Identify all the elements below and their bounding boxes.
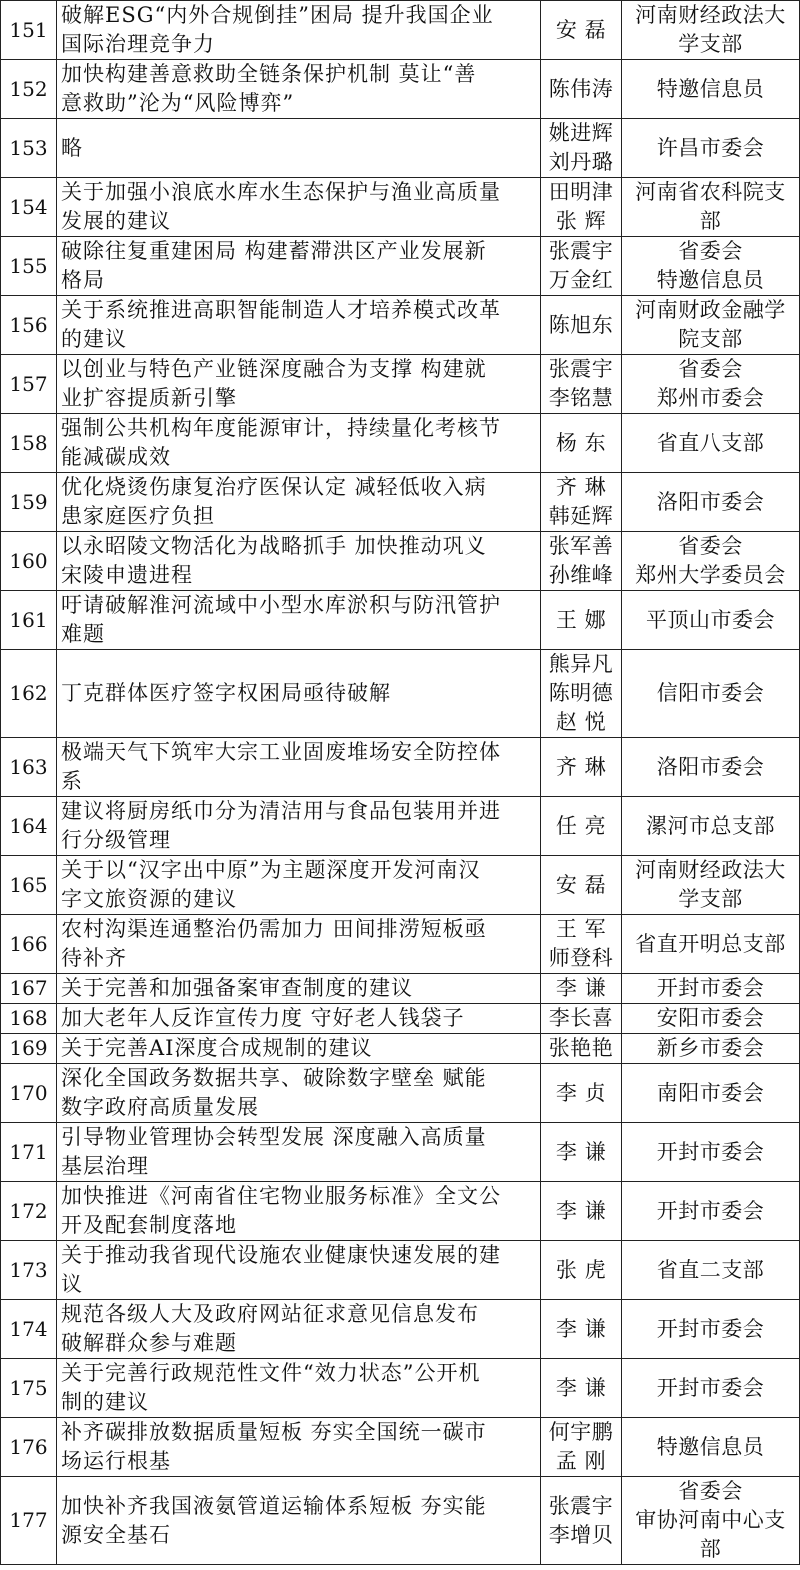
- proposal-title-line: 患家庭医疗负担: [61, 504, 215, 528]
- proposal-unit: [622, 1300, 800, 1359]
- proposal-authors-line: 杨 东: [555, 430, 607, 455]
- proposal-unit-line: 河南财政金融学: [635, 298, 786, 322]
- proposal-title-line: 规范各级人大及政府网站征求意见信息发布: [61, 1302, 479, 1326]
- proposal-authors-line: 田明津: [548, 180, 614, 204]
- row-number: 165: [1, 856, 57, 915]
- proposal-authors: [541, 60, 622, 119]
- proposal-title-line: 关于以“汉字出中原”为主题深度开发河南汉: [61, 858, 481, 882]
- table-row: [1, 1034, 800, 1064]
- proposal-unit-line: 开封市委会: [656, 1198, 765, 1223]
- table-row: [1, 532, 800, 591]
- proposal-title-line: 意救助”沦为“风险博弈”: [61, 91, 295, 115]
- table-row: [1, 915, 800, 974]
- proposal-authors-line: 李长喜: [548, 1006, 614, 1030]
- row-number: 176: [1, 1418, 57, 1477]
- row-number: 177: [1, 1477, 57, 1565]
- proposal-authors-line: 任 亮: [555, 813, 607, 838]
- proposal-unit-line: 学支部: [678, 887, 743, 911]
- proposal-unit-line: 审协河南中心支: [635, 1508, 786, 1532]
- table-row: [1, 1064, 800, 1123]
- proposal-title: [57, 178, 541, 237]
- proposal-authors-line: 姚进辉: [548, 121, 614, 145]
- proposal-title-line: 丁克群体医疗签字权困局亟待破解: [61, 681, 391, 705]
- proposal-title-line: 加快推进《河南省住宅物业服务标准》全文公: [61, 1184, 501, 1208]
- proposal-authors-line: 韩延辉: [548, 504, 614, 528]
- proposal-authors-line: 安 磊: [555, 872, 607, 897]
- proposal-unit-line: 南阳市委会: [656, 1080, 765, 1105]
- proposal-authors: [541, 178, 622, 237]
- proposal-title-line: 加大老年人反诈宣传力度 守好老人钱袋子: [61, 1006, 465, 1030]
- row-number: 172: [1, 1182, 57, 1241]
- row-number: 169: [1, 1034, 57, 1064]
- proposal-title: [57, 974, 541, 1004]
- proposal-authors: [541, 1418, 622, 1477]
- proposal-unit: [622, 856, 800, 915]
- proposal-title: [57, 1241, 541, 1300]
- proposal-title-line: 能减碳成效: [61, 445, 171, 469]
- proposal-unit: [622, 1182, 800, 1241]
- proposal-title-line: 以创业与特色产业链深度融合为支撑 构建就: [61, 357, 487, 381]
- row-number: 170: [1, 1064, 57, 1123]
- row-number: 153: [1, 119, 57, 178]
- proposal-authors-line: 李铭慧: [548, 386, 614, 410]
- proposal-title-line: 难题: [61, 622, 105, 646]
- proposal-unit: [622, 1359, 800, 1418]
- proposal-authors-line: 李 贞: [555, 1080, 607, 1105]
- proposal-title: [57, 1300, 541, 1359]
- row-number: 163: [1, 738, 57, 797]
- proposal-title: [57, 119, 541, 178]
- proposal-title-line: 强制公共机构年度能源审计，持续量化考核节: [61, 416, 501, 440]
- proposal-authors-line: 齐 琳: [555, 754, 607, 779]
- row-number: 160: [1, 532, 57, 591]
- proposal-unit: [622, 650, 800, 738]
- proposal-title: [57, 650, 541, 738]
- table-row: [1, 1182, 800, 1241]
- proposal-authors: [541, 237, 622, 296]
- proposal-title-line: 建议将厨房纸巾分为清洁用与食品包装用并进: [61, 799, 501, 823]
- proposal-unit-line: 洛阳市委会: [656, 754, 765, 779]
- proposal-authors: [541, 797, 622, 856]
- proposal-authors: [541, 119, 622, 178]
- proposal-unit: [622, 296, 800, 355]
- proposal-unit: [622, 1241, 800, 1300]
- proposal-authors: [541, 473, 622, 532]
- proposal-unit: [622, 1034, 800, 1064]
- proposal-authors: [541, 532, 622, 591]
- row-number: 155: [1, 237, 57, 296]
- proposal-authors-line: 李 谦: [555, 1316, 607, 1341]
- proposal-unit: [622, 178, 800, 237]
- row-number: 171: [1, 1123, 57, 1182]
- proposal-unit-line: 部: [699, 209, 722, 233]
- proposal-authors-line: 张艳艳: [548, 1036, 614, 1060]
- row-number: 164: [1, 797, 57, 856]
- proposal-authors: [541, 414, 622, 473]
- table-row: [1, 473, 800, 532]
- proposal-authors: [541, 1123, 622, 1182]
- proposal-title: [57, 1182, 541, 1241]
- proposal-title: [57, 414, 541, 473]
- proposal-unit-line: 特邀信息员: [656, 268, 765, 292]
- table-row: [1, 119, 800, 178]
- proposal-title-line: 开及配套制度落地: [61, 1213, 237, 1237]
- proposal-unit-line: 许昌市委会: [656, 135, 765, 160]
- proposal-authors: [541, 296, 622, 355]
- proposal-authors: [541, 1241, 622, 1300]
- proposal-authors-line: 张震宇: [548, 239, 614, 263]
- proposal-authors: [541, 1477, 622, 1565]
- table-row: [1, 1300, 800, 1359]
- proposal-unit: [622, 1418, 800, 1477]
- table-row: [1, 60, 800, 119]
- proposal-unit-line: 安阳市委会: [656, 1006, 765, 1030]
- row-number: 168: [1, 1004, 57, 1034]
- proposal-authors-line: 李 谦: [555, 1139, 607, 1164]
- table-row: [1, 1004, 800, 1034]
- proposal-title-line: 关于加强小浪底水库水生态保护与渔业高质量: [61, 180, 501, 204]
- proposal-unit-line: 郑州市委会: [656, 386, 765, 410]
- proposal-title-line: 数字政府高质量发展: [61, 1095, 259, 1119]
- proposal-title-line: 加快补齐我国液氨管道运输体系短板 夯实能: [61, 1493, 487, 1518]
- proposal-authors-line: 张 辉: [555, 209, 607, 233]
- proposal-title: [57, 1418, 541, 1477]
- proposal-unit-line: 开封市委会: [656, 1139, 765, 1164]
- proposal-title: [57, 1123, 541, 1182]
- proposal-authors-line: 赵 悦: [555, 710, 607, 734]
- proposal-title-line: 破解ESG“内外合规倒挂”困局 提升我国企业: [61, 3, 494, 27]
- proposal-unit-line: 河南省农科院支: [635, 180, 786, 204]
- proposal-title-line: 行分级管理: [61, 828, 171, 852]
- proposal-title-line: 系: [61, 769, 83, 793]
- proposal-title: [57, 60, 541, 119]
- proposal-title-line: 关于系统推进高职智能制造人才培养模式改革: [61, 298, 501, 322]
- proposal-unit-line: 特邀信息员: [656, 76, 765, 101]
- proposal-unit-line: 信阳市委会: [656, 681, 765, 705]
- proposal-authors-line: 张震宇: [548, 1493, 614, 1518]
- proposal-authors-line: 王 军: [555, 917, 607, 941]
- proposal-unit-line: 特邀信息员: [656, 1434, 765, 1459]
- proposal-unit-line: 省直开明总支部: [635, 931, 786, 956]
- proposal-authors-line: 孟 刚: [555, 1449, 607, 1473]
- proposal-authors: [541, 1034, 622, 1064]
- table-row: [1, 650, 800, 738]
- proposal-authors-line: 李增贝: [548, 1522, 614, 1547]
- proposal-authors: [541, 1182, 622, 1241]
- proposal-authors-line: 李 谦: [555, 976, 607, 1000]
- proposal-title-line: 源安全基石: [61, 1522, 171, 1547]
- proposal-unit: [622, 355, 800, 414]
- proposal-unit-line: 平顶山市委会: [646, 607, 775, 632]
- proposal-unit: [622, 60, 800, 119]
- proposal-title: [57, 1004, 541, 1034]
- proposal-title-line: 制的建议: [61, 1390, 149, 1414]
- proposal-title-line: 引导物业管理协会转型发展 深度融入高质量: [61, 1125, 487, 1149]
- proposal-unit: [622, 1004, 800, 1034]
- proposal-unit-line: 洛阳市委会: [656, 489, 765, 514]
- proposal-unit: [622, 591, 800, 650]
- proposal-unit: [622, 915, 800, 974]
- proposal-title-line: 业扩容提质新引擎: [61, 386, 237, 410]
- proposal-unit-line: 郑州大学委员会: [635, 563, 786, 587]
- proposal-unit: [622, 797, 800, 856]
- table-row: [1, 974, 800, 1004]
- proposal-title-line: 国际治理竞争力: [61, 32, 215, 56]
- proposal-unit: [622, 414, 800, 473]
- row-number: 156: [1, 296, 57, 355]
- table-row: [1, 1477, 800, 1565]
- table-row: [1, 355, 800, 414]
- proposal-authors-line: 陈明德: [548, 681, 614, 705]
- table-row: [1, 178, 800, 237]
- proposal-authors: [541, 1004, 622, 1034]
- proposal-title: [57, 296, 541, 355]
- proposal-title: [57, 915, 541, 974]
- proposal-unit-line: 省委会: [678, 239, 743, 263]
- proposal-authors-line: 张军善: [548, 534, 614, 558]
- row-number: 159: [1, 473, 57, 532]
- proposal-unit-line: 省直八支部: [656, 430, 765, 455]
- proposal-unit: [622, 473, 800, 532]
- row-number: 167: [1, 974, 57, 1004]
- proposal-title: [57, 237, 541, 296]
- table-row: [1, 797, 800, 856]
- proposal-title-line: 吁请破解淮河流域中小型水库淤积与防汛管护: [61, 593, 501, 617]
- proposal-title-line: 基层治理: [61, 1154, 149, 1178]
- table-row: [1, 237, 800, 296]
- table-row: [1, 856, 800, 915]
- proposal-title-line: 待补齐: [61, 946, 127, 970]
- proposal-unit: [622, 738, 800, 797]
- proposal-title: [57, 473, 541, 532]
- proposal-unit-line: 河南财经政法大: [635, 858, 786, 882]
- proposal-title: [57, 1, 541, 60]
- row-number: 175: [1, 1359, 57, 1418]
- proposal-unit-line: 开封市委会: [656, 1375, 765, 1400]
- proposal-authors: [541, 650, 622, 738]
- proposal-authors-line: 何宇鹏: [548, 1420, 614, 1444]
- proposal-authors-line: 熊异凡: [548, 652, 614, 676]
- proposal-authors: [541, 355, 622, 414]
- proposal-title-line: 深化全国政务数据共享、破除数字壁垒 赋能: [61, 1066, 487, 1090]
- proposal-unit-line: 部: [699, 1537, 722, 1561]
- proposal-title-line: 关于完善和加强备案审查制度的建议: [61, 976, 413, 1000]
- proposal-title-line: 宋陵申遗进程: [61, 563, 193, 587]
- table-row: [1, 296, 800, 355]
- proposal-authors-line: 张 虎: [555, 1257, 607, 1282]
- proposal-title-line: 格局: [61, 268, 105, 292]
- proposal-title-line: 场运行根基: [61, 1449, 171, 1473]
- proposal-title-line: 议: [61, 1272, 83, 1296]
- proposal-title: [57, 591, 541, 650]
- proposal-unit-line: 漯河市总支部: [646, 813, 775, 838]
- table-row: [1, 1, 800, 60]
- proposal-authors-line: 王 娜: [555, 607, 607, 632]
- proposal-title-line: 关于推动我省现代设施农业健康快速发展的建: [61, 1243, 501, 1267]
- proposal-title-line: 极端天气下筑牢大宗工业固废堆场安全防控体: [61, 740, 501, 764]
- row-number: 166: [1, 915, 57, 974]
- proposal-unit-line: 省委会: [678, 357, 743, 381]
- proposal-authors-line: 陈旭东: [548, 312, 614, 337]
- proposal-authors-line: 刘丹璐: [548, 150, 614, 174]
- row-number: 173: [1, 1241, 57, 1300]
- proposal-title: [57, 797, 541, 856]
- proposal-title: [57, 355, 541, 414]
- proposal-authors-line: 师登科: [548, 946, 614, 970]
- table-row: [1, 738, 800, 797]
- proposal-title-line: 补齐碳排放数据质量短板 夯实全国统一碳市: [61, 1420, 487, 1444]
- proposal-unit-line: 开封市委会: [656, 1316, 765, 1341]
- table-row: [1, 1418, 800, 1477]
- proposal-unit-line: 省委会: [678, 534, 743, 558]
- proposal-title-line: 关于完善AI深度合成规制的建议: [61, 1036, 373, 1060]
- proposal-authors-line: 齐 琳: [555, 475, 607, 499]
- proposal-title: [57, 1034, 541, 1064]
- proposal-unit: [622, 119, 800, 178]
- proposal-title-line: 的建议: [61, 327, 127, 351]
- proposal-title: [57, 856, 541, 915]
- row-number: 151: [1, 1, 57, 60]
- proposal-unit: [622, 1477, 800, 1565]
- proposal-authors: [541, 974, 622, 1004]
- proposal-unit-line: 省直二支部: [656, 1257, 765, 1282]
- proposal-unit: [622, 974, 800, 1004]
- proposal-unit-line: 新乡市委会: [656, 1036, 765, 1060]
- proposal-unit: [622, 237, 800, 296]
- proposal-unit-line: 河南财经政法大: [635, 3, 786, 27]
- proposal-authors: [541, 1300, 622, 1359]
- proposal-title-line: 以永昭陵文物活化为战略抓手 加快推动巩义: [61, 534, 487, 558]
- table-row: [1, 1359, 800, 1418]
- row-number: 161: [1, 591, 57, 650]
- proposal-title-line: 农村沟渠连通整治仍需加力 田间排涝短板亟: [61, 917, 487, 941]
- row-number: 158: [1, 414, 57, 473]
- proposal-authors: [541, 915, 622, 974]
- proposal-unit: [622, 1064, 800, 1123]
- proposal-title: [57, 1359, 541, 1418]
- table-row: [1, 414, 800, 473]
- proposal-title: [57, 1064, 541, 1123]
- proposal-title-line: 破除往复重建困局 构建蓄滞洪区产业发展新: [61, 239, 487, 263]
- proposal-authors: [541, 1359, 622, 1418]
- proposal-authors-line: 万金红: [548, 268, 614, 292]
- proposal-title-line: 略: [61, 135, 83, 160]
- table-row: [1, 1123, 800, 1182]
- proposal-authors-line: 孙维峰: [548, 563, 614, 587]
- proposal-unit-line: 院支部: [678, 327, 743, 351]
- table-row: [1, 1241, 800, 1300]
- proposal-unit: [622, 532, 800, 591]
- proposal-title-line: 优化烧烫伤康复治疗医保认定 减轻低收入病: [61, 475, 487, 499]
- proposal-authors-line: 张震宇: [548, 357, 614, 381]
- proposal-unit-line: 省委会: [678, 1479, 743, 1503]
- proposal-unit-line: 学支部: [678, 32, 743, 56]
- proposal-title-line: 字文旅资源的建议: [61, 887, 237, 911]
- proposal-title-line: 发展的建议: [61, 209, 171, 233]
- row-number: 162: [1, 650, 57, 738]
- row-number: 174: [1, 1300, 57, 1359]
- table-body: [1, 1, 800, 1565]
- proposal-authors-line: 李 谦: [555, 1375, 607, 1400]
- proposal-authors-line: 李 谦: [555, 1198, 607, 1223]
- proposal-authors-line: 陈伟涛: [548, 76, 614, 101]
- row-number: 152: [1, 60, 57, 119]
- proposal-title-line: 破解群众参与难题: [61, 1331, 237, 1355]
- proposal-unit-line: 开封市委会: [656, 976, 765, 1000]
- proposal-authors: [541, 1064, 622, 1123]
- proposal-title: [57, 738, 541, 797]
- row-number: 157: [1, 355, 57, 414]
- proposal-title-line: 关于完善行政规范性文件“效力状态”公开机: [61, 1361, 481, 1385]
- proposal-unit: [622, 1, 800, 60]
- proposal-authors: [541, 591, 622, 650]
- proposal-title: [57, 532, 541, 591]
- proposal-unit: [622, 1123, 800, 1182]
- proposal-authors: [541, 1, 622, 60]
- proposal-title-line: 加快构建善意救助全链条保护机制 莫让“善: [61, 62, 477, 86]
- table-row: [1, 591, 800, 650]
- proposal-authors: [541, 738, 622, 797]
- proposal-authors: [541, 856, 622, 915]
- row-number: 154: [1, 178, 57, 237]
- proposal-title: [57, 1477, 541, 1565]
- proposal-authors-line: 安 磊: [555, 17, 607, 42]
